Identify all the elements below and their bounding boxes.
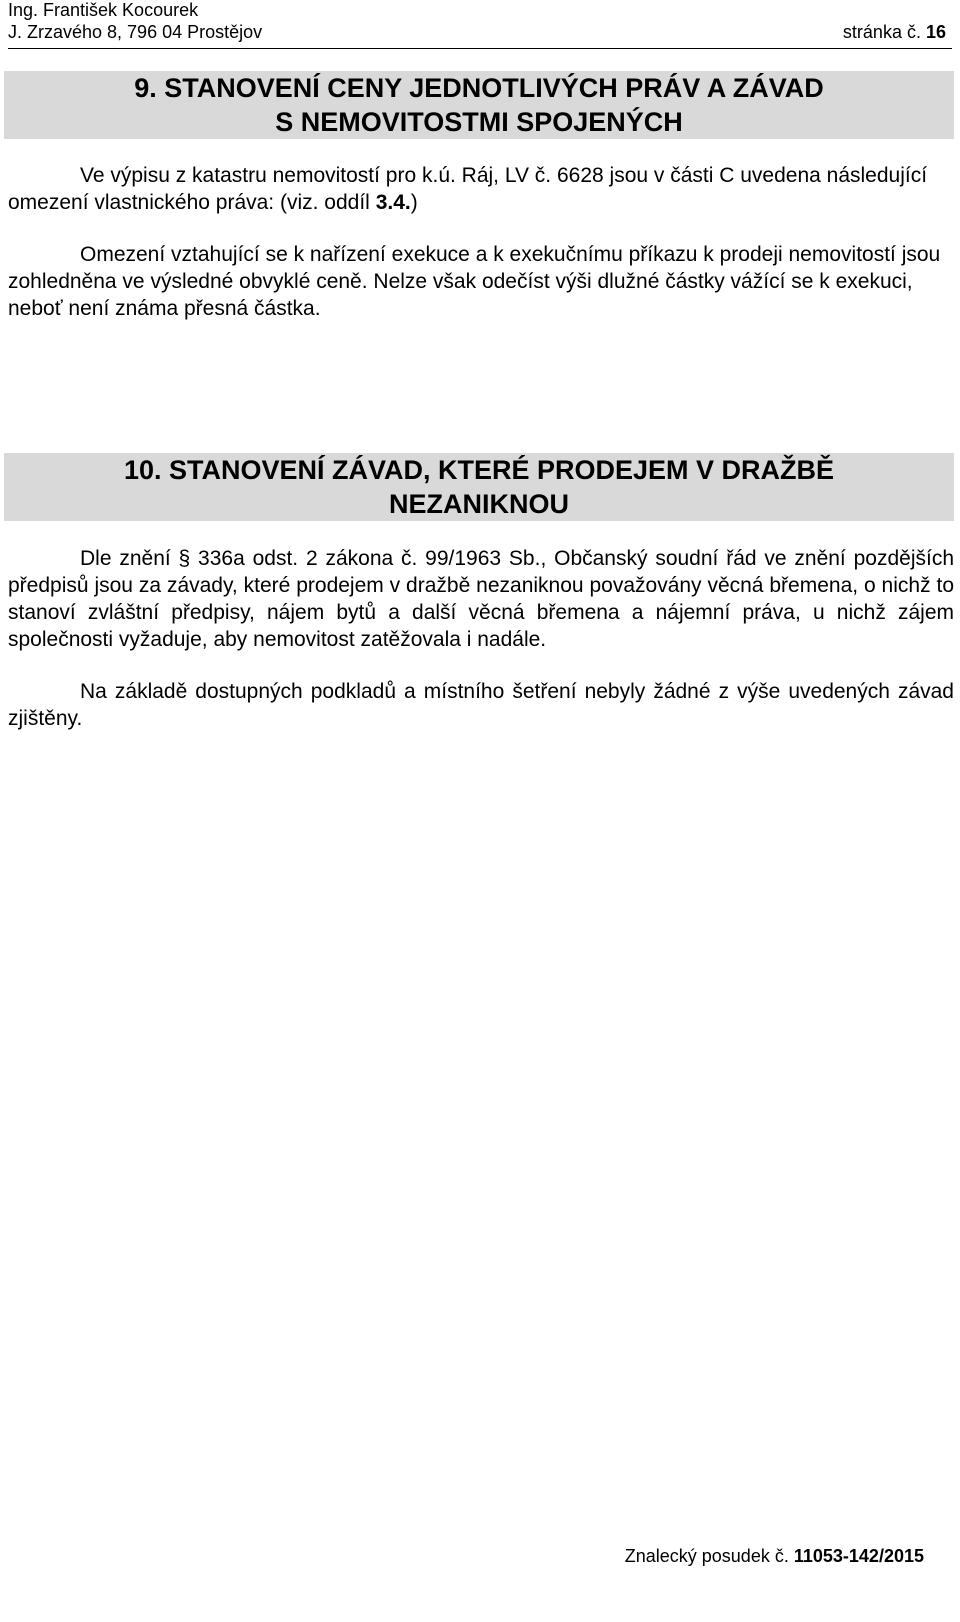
page-number: 16 <box>925 22 946 42</box>
section10-p2-text: Na základě dostupných podkladů a místního šetření nebyly žádné z výše uvedených závad zjištěny. <box>8 680 954 730</box>
header-page-number <box>843 21 946 43</box>
section9-paragraph-1 <box>8 162 954 216</box>
section9-paragraph-2 <box>8 241 954 322</box>
section9-p2-text: Omezení vztahující se k nařízení exekuce a k exekučnímu příkazu k prodeji nemovitostí jsou zohledněna ve výsledné obvyklé ceně. Nelze však odečíst výši dlužné částky vážící se k exekuci, neboť není známa přesná částka. <box>8 243 941 320</box>
section9-p1-text: Ve výpisu z katastru nemovitostí pro k.ú. Ráj, LV č. 6628 jsou v části C uvedena následující omezení vlastnického práva: (viz. oddíl <box>8 164 928 214</box>
section10-heading <box>4 453 954 521</box>
section9-heading-line1: 9. STANOVENÍ CENY JEDNOTLIVÝCH PRÁV A ZÁVAD <box>134 73 824 103</box>
section9-heading <box>4 71 954 139</box>
section10-paragraph-1 <box>8 545 954 653</box>
section10-heading-line2: NEZANIKNOU <box>389 489 569 519</box>
section9-p1-ref: 3.4. <box>375 191 411 214</box>
footer-number: 11053-142/2015 <box>793 1546 924 1566</box>
section10-p1-text: Dle znění § 336a odst. 2 zákona č. 99/1963 Sb., Občanský soudní řád ve znění pozdějších předpisů jsou za závady, které prodejem v dražbě nezaniknou považovány věcná břemena, o nichž to stanoví zvláštní předpisy, nájem bytů a další věcná břemena a nájemní práva, u nichž zájem společnosti vyžaduje, aby nemovitost zatěžovala i nadále. <box>8 547 954 651</box>
page-prefix: stránka č. <box>842 22 921 42</box>
page-footer <box>625 1545 924 1567</box>
section9-heading-line2: S NEMOVITOSTMI SPOJENÝCH <box>275 107 683 137</box>
section10-paragraph-2 <box>8 678 954 732</box>
section9-p1-end: ) <box>410 191 418 214</box>
header-address: J. Zrzavého 8, 796 04 Prostějov <box>8 22 263 42</box>
footer-prefix: Znalecký posudek č. <box>624 1546 789 1566</box>
section10-heading-line1: 10. STANOVENÍ ZÁVAD, KTERÉ PRODEJEM V DRAŽBĚ <box>123 455 835 485</box>
header-author: Ing. František Kocourek <box>8 0 199 20</box>
page-header <box>8 0 952 49</box>
